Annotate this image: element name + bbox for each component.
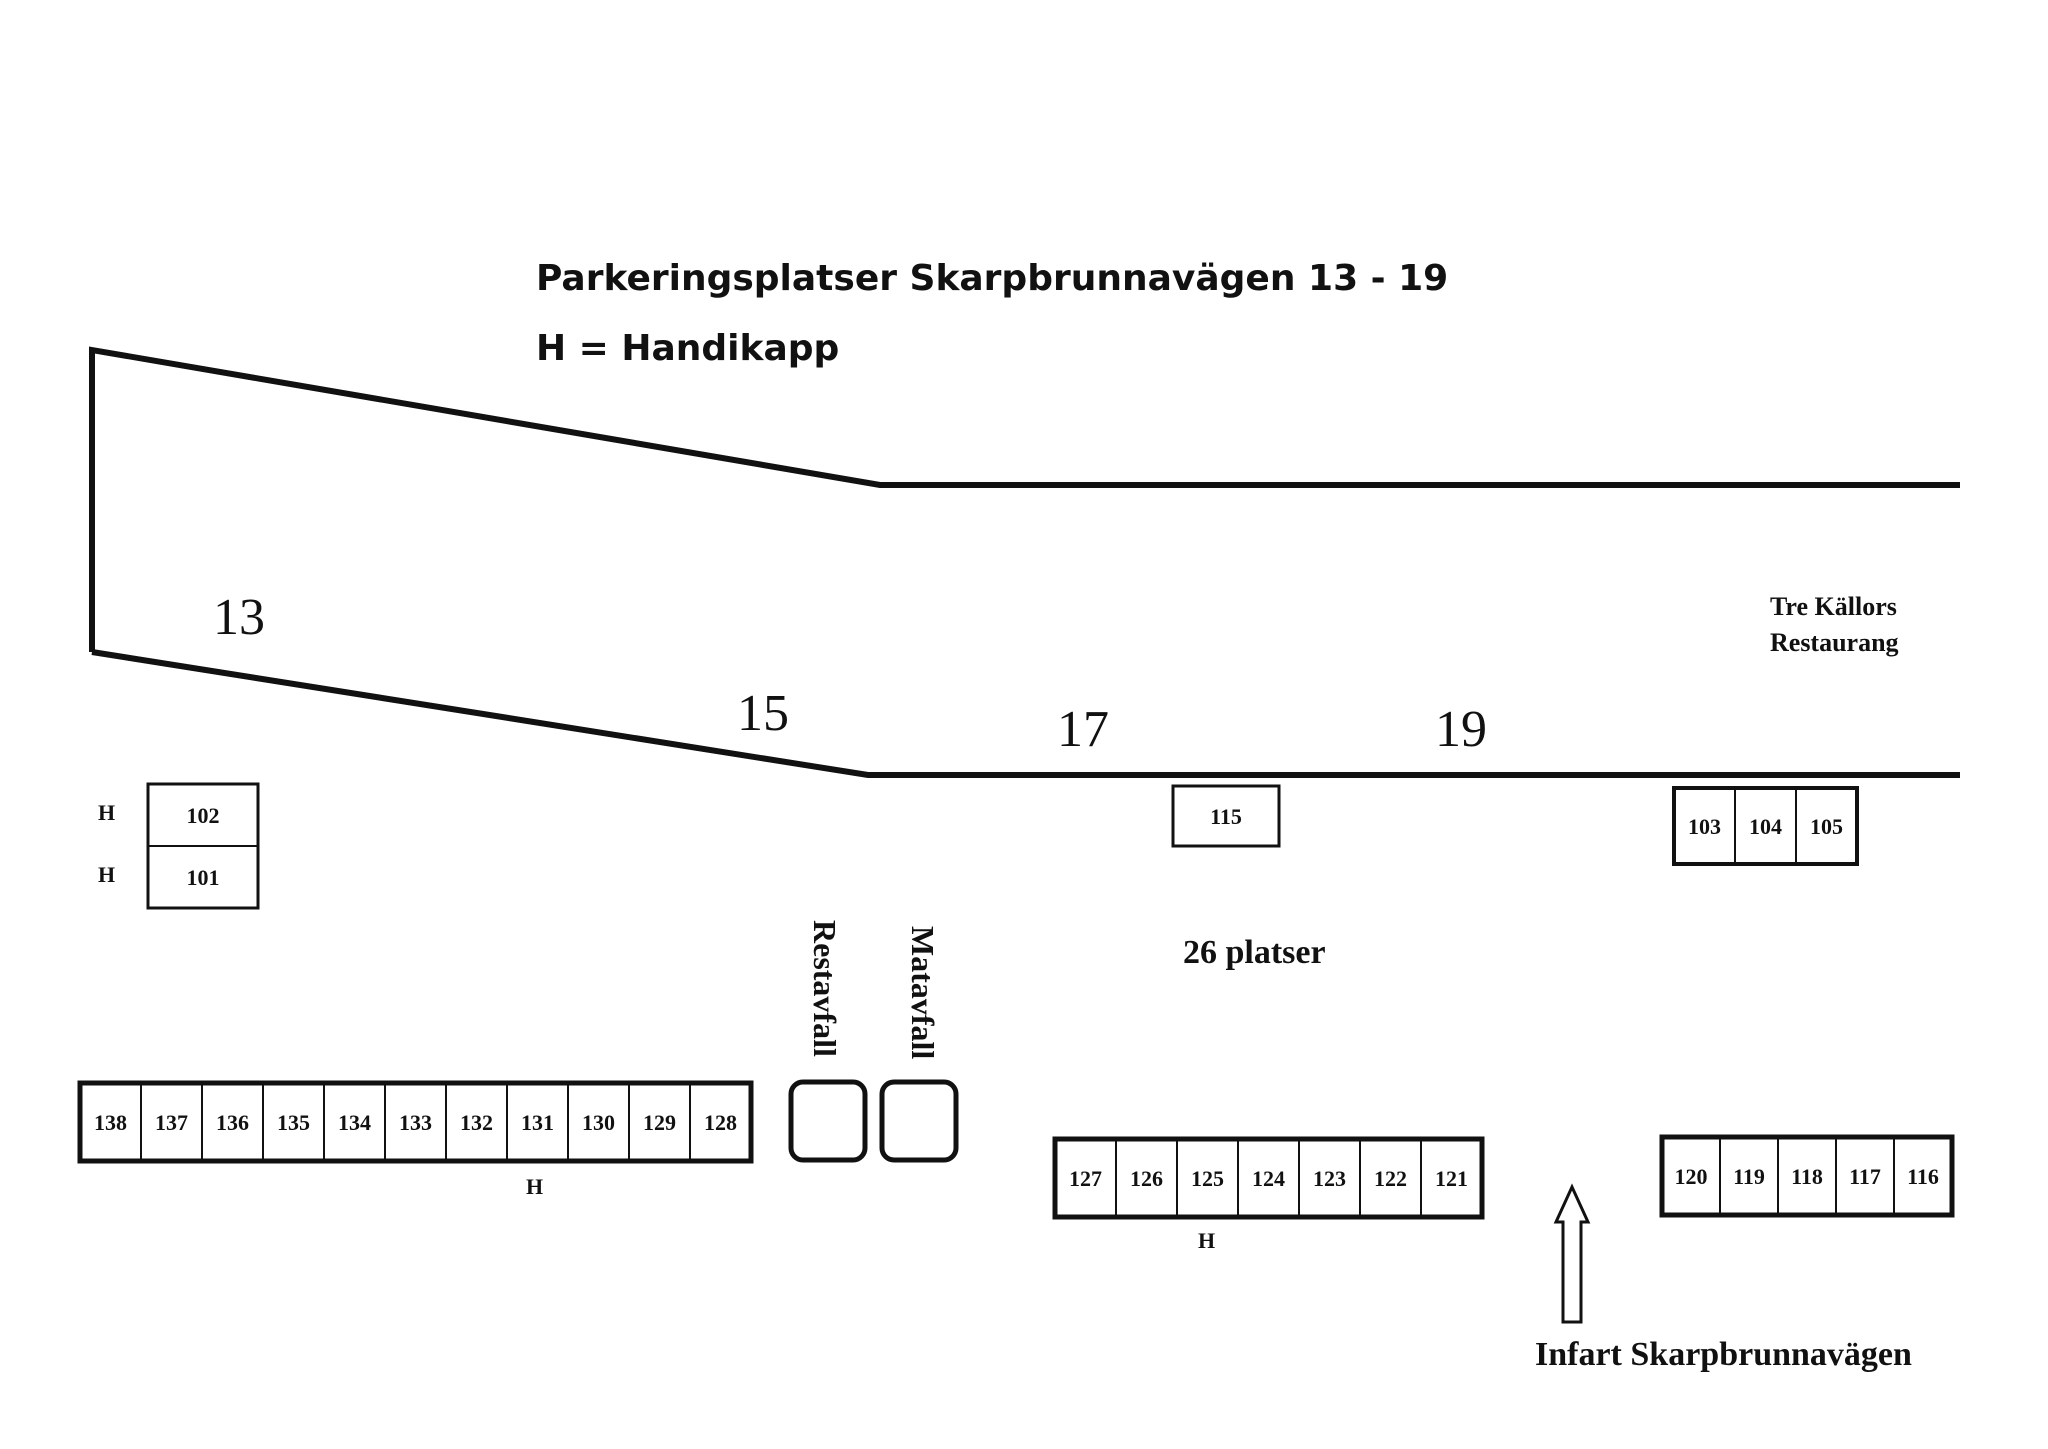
parking-space-number: 132 bbox=[460, 1110, 493, 1135]
parking-group-116-120 bbox=[1662, 1137, 1952, 1215]
parking-space-120 bbox=[1662, 1137, 1720, 1215]
parking-space-number: 136 bbox=[216, 1110, 249, 1135]
parking-space-118 bbox=[1778, 1137, 1836, 1215]
parking-space-number: 124 bbox=[1252, 1166, 1285, 1191]
parking-space-135 bbox=[263, 1083, 324, 1161]
handicap-mark-row-mid: H bbox=[1198, 1228, 1216, 1253]
house-number-17: 17 bbox=[1057, 701, 1109, 758]
parking-group-103-105 bbox=[1674, 788, 1857, 864]
parking-space-number: 122 bbox=[1374, 1166, 1407, 1191]
parking-space-number: 103 bbox=[1688, 814, 1721, 839]
parking-space-number: 129 bbox=[643, 1110, 676, 1135]
restaurant-label-line2: Restaurang bbox=[1770, 628, 1899, 657]
waste-label-rest: Restavfall bbox=[807, 920, 843, 1057]
parking-space-number: 128 bbox=[704, 1110, 737, 1135]
parking-space-number: 131 bbox=[521, 1110, 554, 1135]
legend-text: H = Handikapp bbox=[536, 328, 840, 369]
parking-space-number: 134 bbox=[338, 1110, 371, 1135]
handicap-mark-101: H bbox=[98, 862, 116, 887]
parking-space-number: 119 bbox=[1733, 1164, 1765, 1189]
total-spaces-label: 26 platser bbox=[1183, 934, 1326, 971]
parking-space-116 bbox=[1894, 1137, 1952, 1215]
parking-space-number: 123 bbox=[1313, 1166, 1346, 1191]
parking-space-136 bbox=[202, 1083, 263, 1161]
house-number-15: 15 bbox=[737, 685, 789, 742]
parking-space-number: 118 bbox=[1791, 1164, 1823, 1189]
parking-space-number: 102 bbox=[186, 803, 220, 828]
parking-space-134 bbox=[324, 1083, 385, 1161]
building-outline-bottom bbox=[92, 652, 1960, 775]
parking-space-104 bbox=[1735, 788, 1796, 864]
parking-group-115 bbox=[1173, 786, 1279, 846]
parking-space-126 bbox=[1116, 1139, 1177, 1217]
parking-group-128-138 bbox=[80, 1083, 751, 1161]
parking-space-133 bbox=[385, 1083, 446, 1161]
parking-space-125 bbox=[1177, 1139, 1238, 1217]
parking-space-124 bbox=[1238, 1139, 1299, 1217]
restaurant-label-line1: Tre Källors bbox=[1770, 592, 1897, 621]
parking-space-127 bbox=[1055, 1139, 1116, 1217]
map-title: Parkeringsplatser Skarpbrunnavägen 13 - 19 bbox=[536, 258, 1449, 299]
parking-space-132 bbox=[446, 1083, 507, 1161]
waste-bin-rest bbox=[791, 1082, 865, 1160]
parking-space-number: 133 bbox=[399, 1110, 432, 1135]
parking-space-number: 121 bbox=[1435, 1166, 1468, 1191]
parking-group-121-127 bbox=[1055, 1139, 1482, 1217]
handicap-mark-102: H bbox=[98, 800, 116, 825]
parking-space-number: 138 bbox=[94, 1110, 127, 1135]
parking-space-128 bbox=[690, 1083, 751, 1161]
waste-label-mat: Matavfall bbox=[905, 926, 941, 1060]
house-number-13: 13 bbox=[213, 589, 265, 646]
parking-space-number: 116 bbox=[1907, 1164, 1939, 1189]
parking-space-123 bbox=[1299, 1139, 1360, 1217]
parking-space-103 bbox=[1674, 788, 1735, 864]
parking-space-131 bbox=[507, 1083, 568, 1161]
parking-space-number: 137 bbox=[155, 1110, 188, 1135]
parking-space-121 bbox=[1421, 1139, 1482, 1217]
parking-space-number: 130 bbox=[582, 1110, 615, 1135]
parking-space-number: 127 bbox=[1069, 1166, 1102, 1191]
parking-group-101-102 bbox=[148, 784, 258, 908]
entrance-arrow-icon bbox=[1556, 1187, 1588, 1322]
entrance-label: Infart Skarpbrunnavägen bbox=[1535, 1336, 1912, 1373]
parking-space-119 bbox=[1720, 1137, 1778, 1215]
parking-space-137 bbox=[141, 1083, 202, 1161]
handicap-mark-row-left: H bbox=[526, 1174, 544, 1199]
parking-space-number: 104 bbox=[1749, 814, 1782, 839]
parking-space-number: 101 bbox=[186, 865, 220, 890]
parking-space-number: 125 bbox=[1191, 1166, 1224, 1191]
parking-space-101 bbox=[148, 846, 258, 908]
parking-space-number: 105 bbox=[1810, 814, 1843, 839]
parking-space-122 bbox=[1360, 1139, 1421, 1217]
parking-space-129 bbox=[629, 1083, 690, 1161]
waste-bin-mat bbox=[882, 1082, 956, 1160]
parking-space-130 bbox=[568, 1083, 629, 1161]
parking-space-102 bbox=[148, 784, 258, 846]
parking-space-105 bbox=[1796, 788, 1857, 864]
parking-space-number: 115 bbox=[1210, 804, 1242, 829]
parking-space-115 bbox=[1173, 786, 1279, 846]
parking-space-number: 126 bbox=[1130, 1166, 1163, 1191]
parking-space-number: 120 bbox=[1674, 1164, 1708, 1189]
house-number-19: 19 bbox=[1435, 701, 1487, 758]
parking-space-117 bbox=[1836, 1137, 1894, 1215]
building-outline-top bbox=[92, 350, 1960, 652]
parking-space-number: 135 bbox=[277, 1110, 310, 1135]
parking-space-number: 117 bbox=[1849, 1164, 1881, 1189]
parking-space-138 bbox=[80, 1083, 141, 1161]
